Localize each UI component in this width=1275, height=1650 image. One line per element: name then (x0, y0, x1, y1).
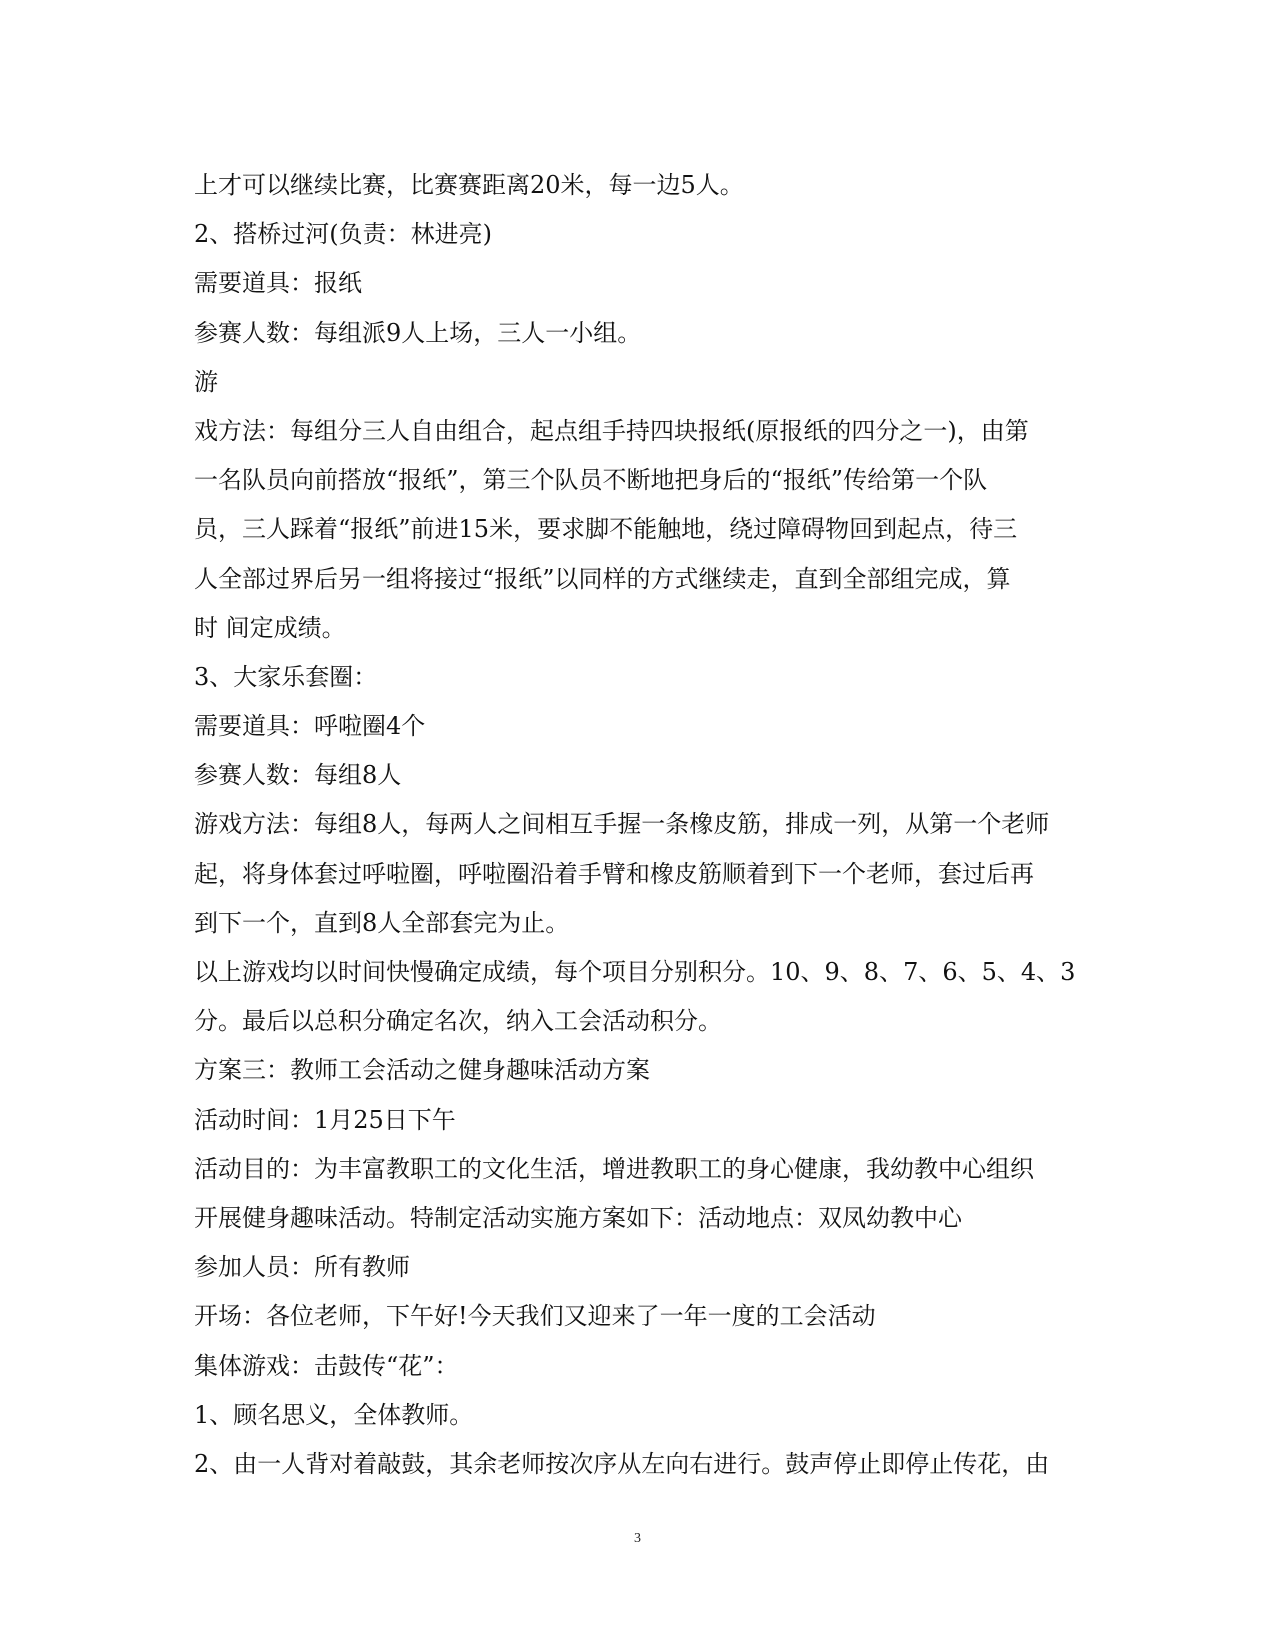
text-line: 参加人员：所有教师 (194, 1253, 410, 1282)
text-line: 需要道具：报纸 (194, 269, 362, 298)
text-line: 戏方法：每组分三人自由组合，起点组手持四块报纸(原报纸的四分之一)，由第 (194, 416, 1029, 445)
text-line: 分。最后以总积分确定名次，纳入工会活动积分。 (194, 1007, 722, 1036)
text-line: 需要道具：呼啦圈4个 (194, 712, 426, 741)
text-line: 上才可以继续比赛，比赛赛距离20米，每一边5人。 (194, 171, 744, 199)
text-line: 以上游戏均以时间快慢确定成绩，每个项目分别积分。10、9、8、7、6、5、4、3 (194, 958, 1076, 986)
text-line: 开场：各位老师，下午好!今天我们又迎来了一年一度的工会活动 (194, 1302, 876, 1331)
section-heading: 3、大家乐套圈： (194, 662, 378, 691)
text-line: 1、顾名思义，全体教师。 (194, 1400, 474, 1429)
text-line: 集体游戏：击鼓传“花”： (194, 1351, 459, 1380)
text-line: 开展健身趣味活动。特制定活动实施方案如下：活动地点：双凤幼教中心 (194, 1203, 962, 1232)
text-line: 起，将身体套过呼啦圈，呼啦圈沿着手臂和橡皮筋顺着到下一个老师，套过后再 (194, 859, 1034, 888)
text-line: 2、由一人背对着敲鼓，其余老师按次序从左向右进行。鼓声停止即停止传花，由 (194, 1449, 1050, 1478)
text-line: 参赛人数：每组派9人上场，三人一小组。 (194, 318, 642, 347)
page-number: 3 (634, 1531, 641, 1546)
section-heading: 方案三：教师工会活动之健身趣味活动方案 (194, 1056, 650, 1085)
text-line: 游 (194, 367, 218, 396)
text-line: 一名队员向前搭放“报纸”，第三个队员不断地把身后的“报纸”传给第一个队 (194, 466, 988, 495)
document-body (194, 161, 1094, 1489)
text-line: 游戏方法：每组8人，每两人之间相互手握一条橡皮筋，排成一列，从第一个老师 (194, 810, 1050, 839)
section-heading: 2、搭桥过河(负责：林进亮) (194, 220, 492, 249)
text-line: 到下一个，直到8人全部套完为止。 (194, 908, 570, 937)
text-line: 时 间定成绩。 (194, 613, 346, 642)
text-line: 参赛人数：每组8人 (194, 761, 402, 790)
text-line: 活动时间：1月25日下午 (194, 1105, 456, 1134)
text-line: 员，三人踩着“报纸”前进15米，要求脚不能触地，绕过障碍物回到起点，待三 (194, 515, 1018, 544)
text-line: 人全部过界后另一组将接过“报纸”以同样的方式继续走，直到全部组完成，算 (194, 564, 1011, 593)
text-line: 活动目的：为丰富教职工的文化生活，增进教职工的身心健康，我幼教中心组织 (194, 1154, 1034, 1183)
